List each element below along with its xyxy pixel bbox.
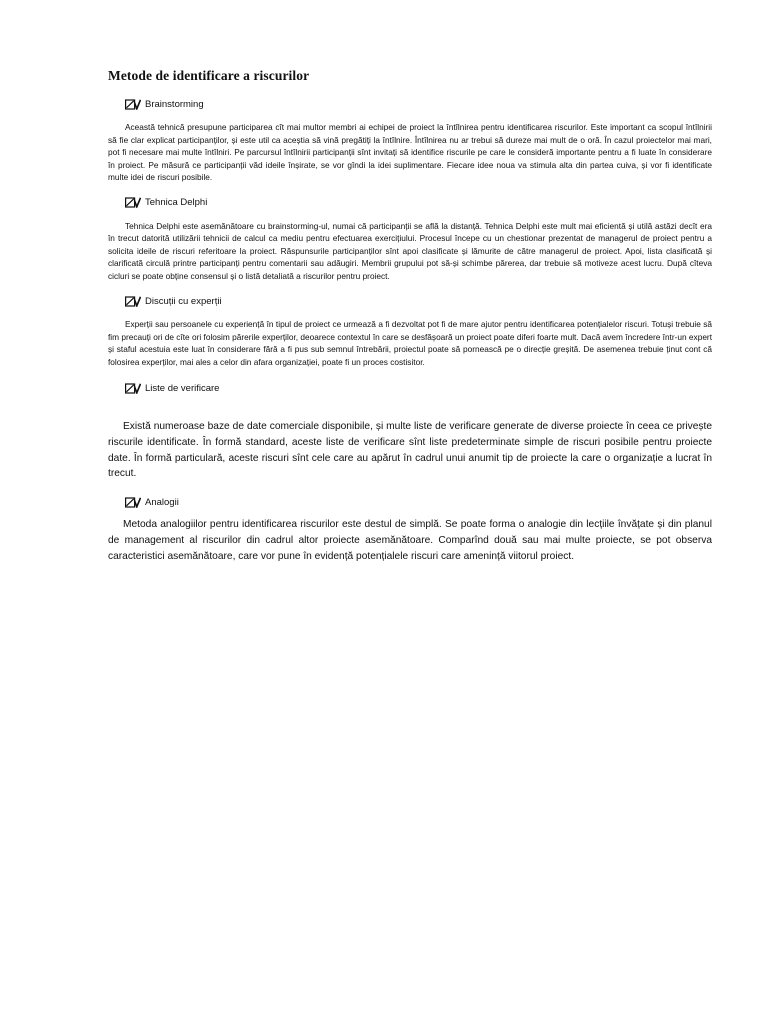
section-heading-label: Brainstorming	[145, 98, 204, 110]
section-paragraph: Există numeroase baze de date comerciale disponibile, și multe liste de verificare generate de diverse proiecte în ceea ce privește riscurile identificate. În formă standard, aceste liste de verificare sînt liste predeterminate simple de riscuri posibile pentru proiecte date. În formă particulară, aceste riscuri sînt cele care au apărut în cadrul unui anumit tip de proiecte la care o organizație a lucrat în trecut.	[108, 421, 712, 480]
section-heading-label: Analogii	[145, 496, 179, 508]
section-paragraph: Experții sau persoanele cu experiență în tipul de proiect ce urmează a fi dezvoltat pot fi de mare ajutor pentru identificarea potențialelor riscuri. Totuși trebuie să fim precauți ori de cîte ori folosim părerile experților, deoarece contextul în care se desfășoară un proiect poate diferi foarte mult. Dacă avem încredere într-un expert și staful acestuia este luat în considerare fără a fi pus sub semnul întrebării, proiectul poate să pornească pe o direcție greșită. De asemenea trebuie ținut cont că folosirea experților, mai ales a celor din afara organizației, poate fi un proces costisitor.	[108, 319, 712, 367]
section-paragraph: Această tehnică presupune participarea cît mai multor membri ai echipei de proiect la întîlnirea pentru identificarea riscurilor. Este important ca scopul întîlnirii să fie clar explicat participanților, și este util ca aceștia să vină pregătiți la întîlnire. Întîlnirea nu ar trebui să dureze mai mult de o oră. În cazul proiectelor mai mari, pot fi necesare mai multe întîlniri. Pe parcursul întîlnirii participanții sînt invitați să identifice riscurile pe care le consideră importante pentru a fi luate în considerare în proiect. Pe măsură ce participanții văd ideile înșirate, se vor gîndi la idei suplimentare. Fiecare idee noua va stimula alta din partea cuiva, și vor fi identificate multe idei de riscuri posibile.	[108, 122, 712, 182]
section-heading	[125, 294, 712, 308]
checkbox-check-icon	[125, 197, 141, 208]
section-brainstorming	[108, 97, 712, 184]
section-paragraph: Metoda analogiilor pentru identificarea riscurilor este destul de simplă. Se poate forma o analogie din lecțiile învățate și din planul de management al riscurilor din cadrul altor proiecte asemănătoare. Comparînd două sau mai multe proiecte, se pot observa caracteristici asemănătoare, care vor pune în evidență potențialele riscuri care amenință viitorul proiect.	[108, 519, 712, 562]
section-discutii-cu-expertii	[108, 294, 712, 368]
section-heading	[125, 381, 712, 395]
section-tehnica-delphi	[108, 196, 712, 283]
section-heading	[125, 196, 712, 210]
document-page	[108, 68, 712, 565]
section-heading	[125, 97, 712, 111]
checkbox-check-icon	[125, 497, 141, 508]
checkbox-check-icon	[125, 383, 141, 394]
section-analogii	[108, 495, 712, 564]
section-heading-label: Liste de verificare	[145, 382, 220, 394]
checkbox-check-icon	[125, 296, 141, 307]
section-heading	[125, 495, 712, 509]
section-paragraph: Tehnica Delphi este asemănătoare cu brainstorming-ul, numai că participanții se află la distanță. Tehnica Delphi este mult mai eficientă și utilă astăzi decît era în trecut datorită utilizării tehnicii de calcul ca mediu pentru efectuarea exercițiului. Procesul începe cu un chestionar prezentat de managerul de proiect pentru a solicita ideile de riscuri referitoare la proiect. Răspunsurile participanților sînt apoi clasificate și lămurite de către managerul de proiect. Apoi, lista clasificată și clarificată circulă printre participanți pentru comentarii sau adăugiri. Membrii grupului pot să-și schimbe părerea, dar trebuie să motiveze acest lucru. După cîteva cicluri se poate obține consensul și o listă detaliată a riscurilor pentru proiect.	[108, 220, 712, 281]
section-liste-de-verificare	[108, 381, 712, 482]
section-heading-label: Tehnica Delphi	[145, 197, 208, 208]
checkbox-check-icon	[125, 99, 141, 110]
document-title: Metode de identificare a riscurilor	[108, 68, 310, 83]
section-heading-label: Discuții cu experții	[145, 295, 222, 307]
